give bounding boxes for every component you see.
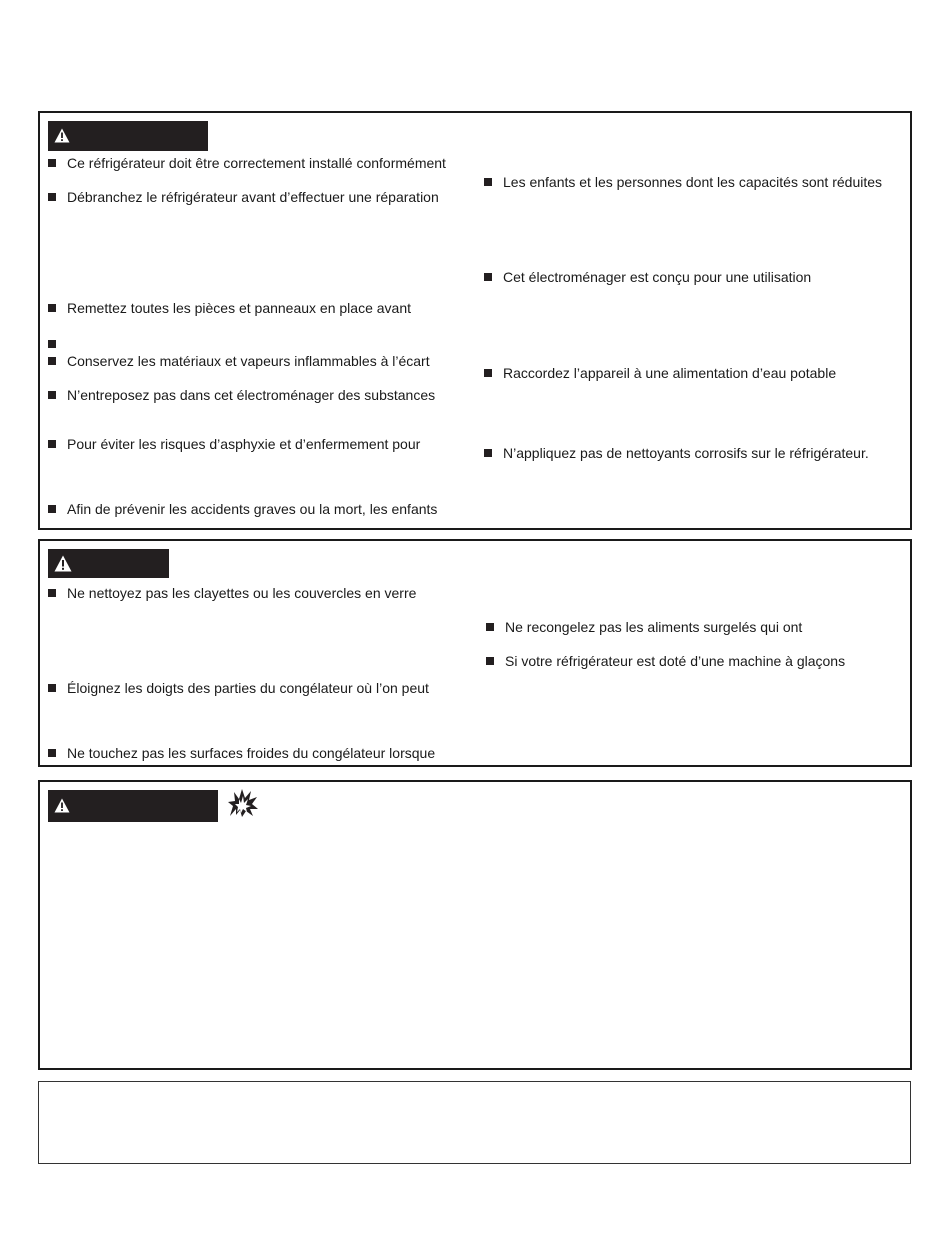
item-text: Les enfants et les personnes dont les capacités sont réduites xyxy=(503,174,883,190)
list-item xyxy=(48,353,430,369)
square-bullet-icon xyxy=(48,749,56,757)
item-text: Ne nettoyez pas les clayettes ou les couvercles en verre xyxy=(67,585,417,601)
warning-panel xyxy=(38,111,912,530)
square-bullet-icon xyxy=(486,623,494,631)
explosion-icon xyxy=(227,788,259,818)
item-text: N’appliquez pas de nettoyants corrosifs sur le réfrigérateur. xyxy=(503,445,869,461)
warning-triangle-icon xyxy=(54,128,70,143)
square-bullet-icon xyxy=(48,684,56,692)
list-item xyxy=(48,745,435,761)
explosion-warning-panel xyxy=(38,780,912,1070)
list-item xyxy=(48,585,416,601)
square-bullet-icon xyxy=(48,340,56,348)
item-text: Raccordez l’appareil à une alimentation d’eau potable xyxy=(503,365,837,381)
list-item xyxy=(48,155,446,171)
square-bullet-icon xyxy=(48,193,56,201)
square-bullet-icon xyxy=(484,449,492,457)
list-item xyxy=(484,269,811,285)
warning-triangle-icon xyxy=(54,798,70,813)
item-text: Débranchez le réfrigérateur avant d’effectuer une réparation xyxy=(67,189,439,205)
warning-badge xyxy=(48,121,208,151)
square-bullet-icon xyxy=(486,657,494,665)
item-text: Remettez toutes les pièces et panneaux en place avant xyxy=(67,300,411,316)
item-text: Cet électroménager est conçu pour une utilisation xyxy=(503,269,812,285)
list-item xyxy=(486,653,845,669)
list-item xyxy=(484,174,882,190)
list-item xyxy=(48,436,420,452)
item-text: Éloignez les doigts des parties du congélateur où l’on peut xyxy=(67,680,429,696)
item-text: Si votre réfrigérateur est doté d’une machine à glaçons xyxy=(505,653,846,669)
square-bullet-icon xyxy=(48,440,56,448)
item-text: N’entreposez pas dans cet électroménager des substances xyxy=(67,387,436,403)
square-bullet-icon xyxy=(48,589,56,597)
square-bullet-icon xyxy=(48,159,56,167)
warning-triangle-icon xyxy=(54,555,72,572)
item-text: Ce réfrigérateur doit être correctement installé conformément xyxy=(67,155,446,171)
caution-badge xyxy=(48,549,169,578)
explosion-warning-badge xyxy=(48,790,218,822)
item-text: Pour éviter les risques d’asphyxie et d’enfermement pour xyxy=(67,436,421,452)
square-bullet-icon xyxy=(48,357,56,365)
caution-panel xyxy=(38,539,912,767)
square-bullet-icon xyxy=(484,178,492,186)
list-item xyxy=(484,365,836,381)
item-text: Afin de prévenir les accidents graves ou la mort, les enfants xyxy=(67,501,438,517)
list-item xyxy=(486,619,802,635)
list-item xyxy=(484,445,869,461)
list-item xyxy=(48,189,439,205)
list-item xyxy=(48,387,435,403)
square-bullet-icon xyxy=(484,369,492,377)
square-bullet-icon xyxy=(48,304,56,312)
list-item xyxy=(48,501,437,517)
list-item xyxy=(48,300,411,316)
square-bullet-icon xyxy=(48,391,56,399)
square-bullet-icon xyxy=(48,505,56,513)
item-text: Ne recongelez pas les aliments surgelés qui ont xyxy=(505,619,803,635)
note-box xyxy=(38,1081,911,1164)
item-text: Ne touchez pas les surfaces froides du congélateur lorsque xyxy=(67,745,436,761)
square-bullet-icon xyxy=(484,273,492,281)
list-item xyxy=(48,680,429,696)
item-text: Conservez les matériaux et vapeurs inflammables à l’écart xyxy=(67,353,430,369)
